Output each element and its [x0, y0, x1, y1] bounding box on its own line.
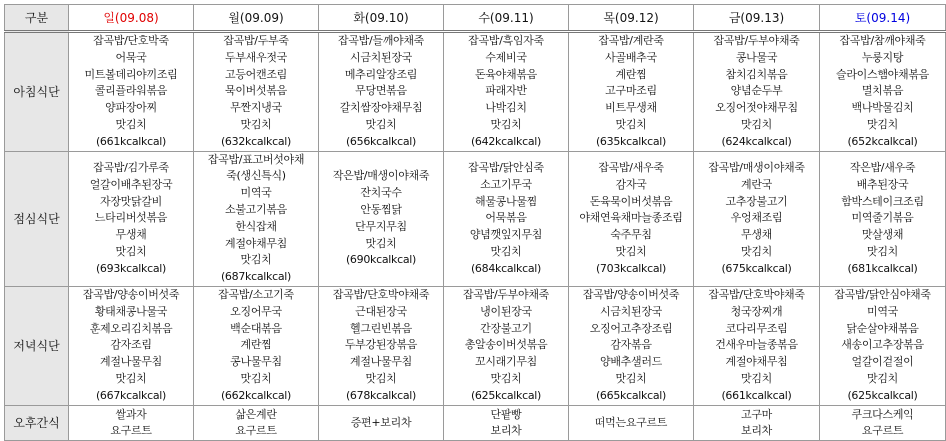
menu-item: 훈제오리김치볶음	[89, 321, 173, 335]
menu-item: 무짠지냉국	[230, 101, 282, 115]
menu-item: 맛김치	[365, 117, 397, 131]
menu-cell	[569, 405, 694, 440]
menu-item: 맛김치	[115, 371, 147, 385]
menu-item: 맛김치	[615, 244, 647, 258]
menu-item: 간장불고기	[480, 321, 532, 335]
menu-item: 잡곡밥/흑임자죽	[468, 34, 544, 47]
menu-cell	[319, 405, 444, 440]
menu-item: (693kcalkcal)	[95, 261, 167, 275]
menu-item: 쌀과자	[115, 407, 147, 421]
menu-cell	[694, 405, 820, 440]
menu-item: 맛김치	[741, 371, 772, 385]
menu-cell	[694, 151, 820, 286]
menu-item: 오징어젓야채무침	[715, 101, 798, 115]
menu-item: 양념깻잎지무침	[469, 228, 543, 242]
menu-item: (703kcalkcal)	[595, 261, 667, 275]
menu-item: 코다리무조림	[725, 321, 788, 335]
menu-item: 맛김치	[867, 117, 898, 131]
menu-cell	[444, 32, 569, 152]
menu-item: 작은밥/매생이야채죽	[332, 169, 430, 183]
menu-item: 해물콩나물찜	[475, 194, 537, 208]
day-header: 수(09.11)	[444, 5, 569, 32]
menu-item: 작은밥/새우죽	[849, 160, 916, 174]
menu-cell	[319, 32, 444, 152]
menu-item: 건새우마늘종볶음	[715, 338, 798, 352]
menu-item: 얼갈이겉절이	[851, 355, 914, 369]
menu-item: 파래자반	[485, 84, 527, 98]
meal-label: 아침식단	[5, 32, 69, 152]
menu-item: 미역국	[240, 186, 272, 200]
menu-item: 숙주무침	[610, 228, 652, 242]
menu-item: 사골배추국	[605, 50, 657, 64]
menu-item: (635kcalkcal)	[595, 134, 667, 148]
menu-item: 양파장아찌	[105, 101, 157, 115]
menu-item: 잡곡밥/단호박야채죽	[708, 287, 805, 301]
menu-item: 근대된장국	[355, 304, 407, 318]
meal-label: 저녁식단	[5, 286, 69, 405]
weekly-menu-table	[4, 4, 946, 441]
menu-item: 잡곡밥/표고버섯야채	[207, 152, 305, 166]
menu-item: 잡곡밥/참깨야채죽	[839, 34, 926, 47]
menu-item: 계란국	[741, 177, 772, 191]
menu-item: 맛김치	[867, 371, 898, 385]
menu-item: 무생채	[115, 228, 147, 242]
menu-item: 한식잡채	[235, 219, 277, 233]
menu-item: 맛살생채	[861, 228, 904, 242]
corner-header: 구분	[5, 5, 69, 32]
meal-row-snack	[5, 405, 946, 440]
menu-item: 누룽지탕	[861, 50, 904, 64]
menu-cell	[569, 32, 694, 152]
menu-cell	[194, 286, 319, 405]
menu-item: (690kcalkcal)	[345, 253, 417, 267]
meal-label: 점심식단	[5, 151, 69, 286]
menu-item: 맛김치	[615, 117, 647, 131]
menu-cell	[69, 32, 194, 152]
menu-item: 고구마조림	[605, 84, 657, 98]
menu-item: 감자볶음	[610, 338, 652, 352]
menu-item: 총알송이버섯볶음	[464, 338, 548, 352]
menu-item: 맛김치	[365, 371, 397, 385]
menu-cell	[820, 286, 946, 405]
menu-cell	[820, 32, 946, 152]
menu-item: (681kcalkcal)	[847, 261, 918, 275]
menu-item: 맛김치	[741, 117, 772, 131]
menu-item: 잡곡밥/단호박야채죽	[332, 287, 430, 301]
menu-item: 계절야채무침	[725, 355, 788, 369]
header-row	[5, 5, 946, 32]
menu-item: 감자국	[615, 177, 647, 191]
menu-item: 잡곡밥/소고기죽	[218, 287, 294, 301]
menu-item: 잡곡밥/단호박죽	[93, 34, 169, 47]
menu-item: 백나박물김치	[851, 101, 914, 115]
menu-item: 잡곡밥/김가루죽	[93, 160, 169, 174]
menu-item: 돈육야채볶음	[475, 67, 537, 81]
menu-item: 맛김치	[490, 244, 522, 258]
menu-item: 수제비국	[485, 50, 527, 64]
menu-item: 슬라이스햄야채볶음	[836, 67, 929, 81]
menu-item: 시금치된장국	[350, 50, 412, 64]
menu-item: 양배추샐러드	[600, 355, 662, 369]
menu-item: 꼬시래기무침	[475, 355, 537, 369]
menu-item: 묵이버섯볶음	[225, 84, 287, 98]
meal-row-dinner	[5, 286, 946, 405]
menu-item: 무생채	[741, 228, 772, 242]
menu-item: 양념순두부	[730, 84, 783, 98]
menu-item: 미트볼데리야끼조림	[84, 67, 178, 81]
menu-item: 맛김치	[115, 117, 147, 131]
menu-cell	[194, 32, 319, 152]
menu-item: 미역국	[867, 304, 898, 318]
menu-cell	[319, 151, 444, 286]
menu-item: 잡곡밥/들깨야채죽	[337, 34, 424, 47]
menu-item: 오징어무국	[230, 304, 282, 318]
menu-item: 미역줄기볶음	[851, 211, 914, 225]
menu-item: 어묵국	[115, 50, 147, 64]
menu-item: (675kcalkcal)	[721, 261, 792, 275]
menu-item: 시금치된장국	[600, 304, 662, 318]
menu-item: 잡곡밥/계란죽	[598, 34, 664, 47]
menu-item: 느타리버섯볶음	[94, 211, 168, 225]
menu-cell	[69, 151, 194, 286]
menu-item: 비트무생채	[605, 101, 657, 115]
menu-item: (625kcalkcal)	[847, 388, 918, 402]
menu-item: 자장맛닭갈비	[100, 194, 162, 208]
menu-item: 콜리플라워볶음	[94, 84, 168, 98]
menu-item: 맛김치	[867, 244, 898, 258]
menu-item: 잡곡밥/매생이야채죽	[708, 160, 805, 174]
menu-item: 맛김치	[365, 236, 397, 250]
menu-item: 잡곡밥/양송이버섯죽	[82, 287, 180, 301]
menu-cell	[820, 151, 946, 286]
menu-item: (665kcalkcal)	[595, 388, 667, 402]
menu-item: 맛김치	[240, 117, 272, 131]
menu-item: 얼갈이배추된장국	[89, 177, 173, 191]
day-header: 토(09.14)	[820, 5, 946, 32]
menu-item: (642kcalkcal)	[470, 134, 542, 148]
menu-item: 단팥빵	[490, 407, 522, 421]
menu-item: 계란찜	[240, 338, 272, 352]
menu-cell	[194, 151, 319, 286]
day-header: 화(09.10)	[319, 5, 444, 32]
day-header: 목(09.12)	[569, 5, 694, 32]
menu-item: 두부새우젓국	[225, 50, 287, 64]
menu-item: 계란찜	[615, 67, 647, 81]
menu-item: 보리차	[741, 423, 772, 437]
menu-item: (684kcalkcal)	[470, 261, 542, 275]
menu-item: 삶은계란	[235, 407, 277, 421]
menu-item: 나박김치	[485, 101, 527, 115]
menu-item: 잡곡밥/닭안심죽	[468, 160, 544, 174]
menu-item: 죽(생신특식)	[226, 169, 286, 183]
menu-item: 메추리알장조림	[344, 67, 418, 81]
menu-cell	[569, 286, 694, 405]
menu-item: 요구르트	[861, 423, 904, 437]
menu-item: 고구마	[741, 407, 772, 421]
menu-item: 콩나물무침	[230, 355, 282, 369]
meal-row-breakfast	[5, 32, 946, 152]
menu-item: 콩나물국	[735, 50, 778, 64]
day-header: 일(09.08)	[69, 5, 194, 32]
menu-item: 보리차	[490, 423, 522, 437]
menu-cell	[69, 286, 194, 405]
menu-item: 우엉채조림	[730, 211, 783, 225]
menu-item: 잡곡밥/두부야채죽	[713, 34, 800, 47]
menu-item: 잡곡밥/양송이버섯죽	[582, 287, 680, 301]
menu-item: 맛김치	[490, 371, 522, 385]
menu-item: 계절야채무침	[225, 236, 287, 250]
menu-item: 두부강된장볶음	[344, 338, 418, 352]
menu-item: (662kcalkcal)	[220, 388, 292, 402]
menu-item: 요구르트	[110, 423, 152, 437]
menu-item: 고추장불고기	[725, 194, 788, 208]
menu-item: 잡곡밥/새우죽	[598, 160, 664, 174]
menu-cell	[69, 405, 194, 440]
menu-item: 잔치국수	[360, 186, 402, 200]
menu-cell	[569, 151, 694, 286]
menu-item: 안동찜닭	[360, 202, 402, 216]
menu-item: (625kcalkcal)	[470, 388, 542, 402]
menu-item: 소불고기볶음	[225, 202, 287, 216]
menu-item: 야채연육채마늘종조림	[579, 211, 683, 225]
menu-cell	[319, 286, 444, 405]
menu-item: 요구르트	[235, 423, 277, 437]
menu-item: 소고기무국	[480, 177, 532, 191]
menu-item: 백순대볶음	[230, 321, 282, 335]
menu-item: 함박스테이크조림	[841, 194, 924, 208]
menu-item: 떠먹는요구르트	[594, 415, 668, 429]
menu-item: 돈육묵이버섯볶음	[589, 194, 673, 208]
menu-cell	[444, 405, 569, 440]
menu-item: (632kcalkcal)	[220, 134, 292, 148]
menu-item: 잡곡밥/닭안심야채죽	[834, 287, 931, 301]
menu-item: (656kcalkcal)	[345, 134, 417, 148]
menu-item: 오징어고추장조림	[589, 321, 673, 335]
menu-item: 맛김치	[115, 244, 147, 258]
menu-item: (624kcalkcal)	[721, 134, 792, 148]
menu-cell	[820, 405, 946, 440]
menu-item: (667kcalkcal)	[95, 388, 167, 402]
day-header: 월(09.09)	[194, 5, 319, 32]
menu-item: (661kcalkcal)	[95, 134, 167, 148]
menu-item: (687kcalkcal)	[220, 270, 292, 284]
menu-item: 배추된장국	[856, 177, 909, 191]
menu-item: 맛김치	[741, 244, 772, 258]
menu-item: 쿠크다스케익	[851, 407, 914, 421]
menu-cell	[444, 151, 569, 286]
meal-label: 오후간식	[5, 405, 69, 440]
menu-item: (678kcalkcal)	[345, 388, 417, 402]
menu-item: 닭순살야채볶음	[846, 321, 919, 335]
menu-item: 단무지무침	[355, 219, 407, 233]
menu-item: 잡곡밥/두부야채죽	[462, 287, 549, 301]
menu-cell	[194, 405, 319, 440]
menu-item: 감자조림	[110, 338, 152, 352]
menu-cell	[444, 286, 569, 405]
menu-cell	[694, 32, 820, 152]
menu-item: 잡곡밥/두부죽	[223, 34, 289, 47]
menu-item: 멸치볶음	[861, 84, 904, 98]
menu-item: 무당면볶음	[355, 84, 407, 98]
menu-item: 냉이된장국	[480, 304, 532, 318]
menu-item: 청국장찌개	[730, 304, 783, 318]
menu-item: 고등어캔조림	[225, 67, 287, 81]
day-header: 금(09.13)	[694, 5, 820, 32]
menu-item: 새송이고추장볶음	[841, 338, 924, 352]
menu-item: 맛김치	[615, 371, 647, 385]
menu-item: 계절나물무침	[100, 355, 162, 369]
menu-item: 계절나물무침	[350, 355, 412, 369]
menu-item: 맛김치	[240, 253, 272, 267]
menu-item: 맛김치	[490, 117, 522, 131]
menu-item: 어묵볶음	[485, 211, 527, 225]
menu-item: (661kcalkcal)	[721, 388, 792, 402]
meal-row-lunch	[5, 151, 946, 286]
menu-item: 헬그린빈볶음	[350, 321, 412, 335]
menu-item: 맛김치	[240, 371, 272, 385]
menu-item: 갈치쌈장야채무침	[339, 101, 423, 115]
menu-item: (652kcalkcal)	[847, 134, 918, 148]
menu-item: 황태채콩나물국	[94, 304, 168, 318]
menu-item: 증편+보리차	[350, 415, 412, 429]
menu-item: 참치김치볶음	[725, 67, 788, 81]
menu-cell	[694, 286, 820, 405]
